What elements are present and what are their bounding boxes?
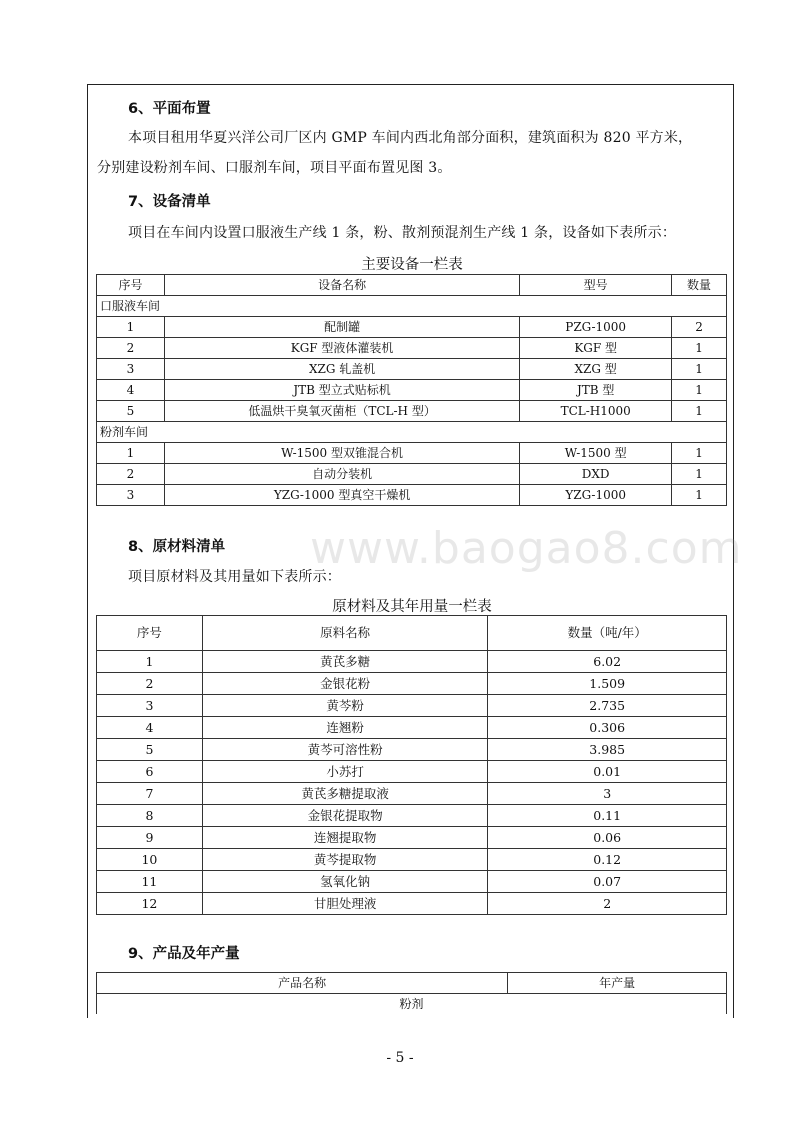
section-8-intro: 项目原材料及其用量如下表所示：: [128, 569, 341, 585]
header-cell: 序号: [97, 616, 203, 651]
equipment-table: [96, 274, 727, 506]
table-cell: 5: [97, 739, 203, 761]
table-cell: 2: [97, 464, 165, 485]
table-cell: 2: [97, 338, 165, 359]
table-cell: 2: [97, 673, 203, 695]
table-row: [97, 464, 727, 485]
group-label-powder: 粉剂车间: [97, 422, 727, 443]
table-cell: YZG-1000 型真空干燥机: [164, 485, 519, 506]
table-cell: 3: [97, 359, 165, 380]
table-cell: 12: [97, 893, 203, 915]
table-cell: 1: [672, 338, 727, 359]
table-cell: 连翘粉: [202, 717, 488, 739]
table-row: [97, 805, 727, 827]
table-row: [97, 359, 727, 380]
group2-rows: [97, 443, 727, 506]
group1-rows: [97, 317, 727, 422]
table-cell: 3: [488, 783, 727, 805]
table-cell: 金银花粉: [202, 673, 488, 695]
table-cell: 2: [488, 893, 727, 915]
section-9-heading: 9、产品及年产量: [128, 946, 240, 962]
table-row: [97, 485, 727, 506]
table-row: [97, 651, 727, 673]
table-cell: 11: [97, 871, 203, 893]
table-cell: 3: [97, 695, 203, 717]
section-6-line-1: 本项目租用华夏兴洋公司厂区内 GMP 车间内西北角部分面积，建筑面积为 820 平方米，: [128, 130, 693, 146]
table-cell: 1: [97, 317, 165, 338]
table-cell: JTB 型: [520, 380, 672, 401]
table-cell: W-1500 型: [520, 443, 672, 464]
table-cell: 4: [97, 717, 203, 739]
table-cell: 1: [672, 443, 727, 464]
group-row: [97, 994, 727, 1015]
table-cell: 6.02: [488, 651, 727, 673]
table-row: [97, 443, 727, 464]
table-row: [97, 338, 727, 359]
table-row: [97, 380, 727, 401]
table-cell: 1: [672, 464, 727, 485]
table-cell: 1.509: [488, 673, 727, 695]
header-cell: 原料名称: [202, 616, 488, 651]
products-table: [96, 972, 727, 1014]
table-cell: 0.01: [488, 761, 727, 783]
table-cell: PZG-1000: [520, 317, 672, 338]
table-cell: 1: [97, 443, 165, 464]
table-cell: 黄芩提取物: [202, 849, 488, 871]
table-cell: KGF 型: [520, 338, 672, 359]
table-header-row: [97, 616, 727, 651]
group-row: [97, 422, 727, 443]
table-cell: 0.06: [488, 827, 727, 849]
section-7-intro: 项目在车间内设置口服液生产线 1 条，粉、散剂预混剂生产线 1 条，设备如下表所示：: [128, 225, 677, 241]
table-row: [97, 717, 727, 739]
table-cell: XZG 轧盖机: [164, 359, 519, 380]
equipment-table-title: 主要设备一栏表: [361, 257, 463, 273]
table-cell: 连翘提取物: [202, 827, 488, 849]
table-cell: 黄芩可溶性粉: [202, 739, 488, 761]
table-cell: JTB 型立式贴标机: [164, 380, 519, 401]
materials-table-title: 原材料及其年用量一栏表: [332, 599, 492, 615]
group-label-oral-liquid: 口服液车间: [97, 296, 727, 317]
table-row: [97, 739, 727, 761]
table-cell: 3: [97, 485, 165, 506]
table-row: [97, 401, 727, 422]
header-cell: 数量（吨/年）: [488, 616, 727, 651]
header-cell: 年产量: [508, 973, 727, 994]
watermark: www.baogao8.com: [310, 523, 743, 574]
table-cell: 小苏打: [202, 761, 488, 783]
table-header-row: [97, 973, 727, 994]
table-cell: 1: [672, 401, 727, 422]
table-cell: 2.735: [488, 695, 727, 717]
section-8-heading: 8、原材料清单: [128, 539, 226, 555]
table-cell: 1: [97, 651, 203, 673]
table-cell: XZG 型: [520, 359, 672, 380]
table-cell: 4: [97, 380, 165, 401]
table-row: [97, 695, 727, 717]
table-cell: KGF 型液体灌装机: [164, 338, 519, 359]
section-6-line-2: 分别建设粉剂车间、口服剂车间，项目平面布置见图 3。: [97, 160, 452, 176]
table-cell: 低温烘干臭氧灭菌柜（TCL-H 型）: [164, 401, 519, 422]
product-group-label: 粉剂: [97, 994, 727, 1015]
header-cell: 型号: [520, 275, 672, 296]
table-cell: 金银花提取物: [202, 805, 488, 827]
table-cell: 8: [97, 805, 203, 827]
table-row: [97, 893, 727, 915]
table-cell: 0.11: [488, 805, 727, 827]
materials-rows: [97, 651, 727, 915]
table-cell: 黄芩粉: [202, 695, 488, 717]
table-cell: 0.306: [488, 717, 727, 739]
section-7-heading: 7、设备清单: [128, 194, 211, 210]
table-cell: 5: [97, 401, 165, 422]
table-cell: 6: [97, 761, 203, 783]
table-cell: 1: [672, 359, 727, 380]
table-row: [97, 871, 727, 893]
table-cell: YZG-1000: [520, 485, 672, 506]
header-cell: 产品名称: [97, 973, 508, 994]
header-cell: 序号: [97, 275, 165, 296]
table-cell: TCL-H1000: [520, 401, 672, 422]
table-cell: 1: [672, 485, 727, 506]
table-cell: 7: [97, 783, 203, 805]
section-6-heading: 6、平面布置: [128, 101, 211, 117]
table-cell: 1: [672, 380, 727, 401]
table-row: [97, 783, 727, 805]
table-cell: 9: [97, 827, 203, 849]
table-cell: 氢氧化钠: [202, 871, 488, 893]
materials-table: [96, 615, 727, 915]
table-row: [97, 673, 727, 695]
table-row: [97, 317, 727, 338]
table-cell: 2: [672, 317, 727, 338]
table-cell: 自动分装机: [164, 464, 519, 485]
table-cell: 甘胆处理液: [202, 893, 488, 915]
table-cell: 配制罐: [164, 317, 519, 338]
table-row: [97, 849, 727, 871]
group-row: [97, 296, 727, 317]
table-cell: 黄芪多糖: [202, 651, 488, 673]
header-cell: 数量: [672, 275, 727, 296]
table-cell: 3.985: [488, 739, 727, 761]
table-cell: 10: [97, 849, 203, 871]
page-number: - 5 -: [386, 1050, 414, 1066]
table-header-row: [97, 275, 727, 296]
table-row: [97, 827, 727, 849]
table-cell: 0.12: [488, 849, 727, 871]
table-cell: 0.07: [488, 871, 727, 893]
header-cell: 设备名称: [164, 275, 519, 296]
table-cell: DXD: [520, 464, 672, 485]
table-cell: W-1500 型双锥混合机: [164, 443, 519, 464]
table-row: [97, 761, 727, 783]
table-cell: 黄芪多糖提取液: [202, 783, 488, 805]
